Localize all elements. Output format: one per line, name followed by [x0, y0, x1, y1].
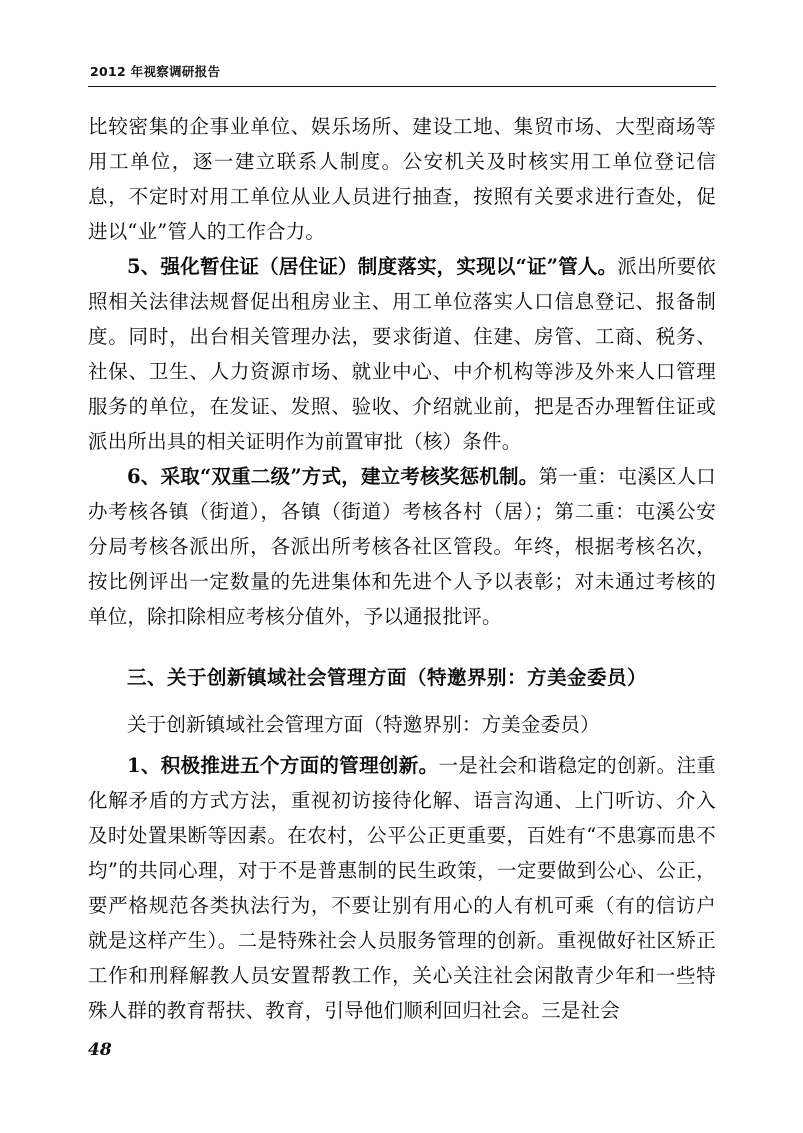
- paragraph-item-1: [88, 748, 716, 1028]
- paragraph-text: 派出所要依照相关法律法规督促出租房业主、用工单位落实人口信息登记、报备制度。同时，出台相关管理办法，要求街道、住建、房管、工商、税务、社保、卫生、人力资源市场、就业中心、中介机构等涉及外来人口管理服务的单位，在发证、发照、验收、介绍就业前，把是否办理暂住证或派出所出具的相关证明作为前置审批（核）条件。: [88, 255, 716, 453]
- paragraph-lead-bold: 5、强化暂住证（居住证）制度落实，实现以“证”管人。: [127, 255, 618, 278]
- paragraph-item-5: [88, 249, 716, 459]
- paragraph-lead-bold: 6、采取“双重二级”方式，建立考核奖惩机制。: [127, 465, 539, 488]
- section-heading: 三、关于创新镇域社会管理方面（特邀界别：方美金委员）: [127, 666, 648, 689]
- page-number: 48: [88, 1040, 112, 1060]
- running-header: 2012 年视察调研报告: [90, 64, 221, 79]
- paragraph-lead-bold: 1、积极推进五个方面的管理创新。: [127, 754, 439, 777]
- body-text: [88, 109, 716, 1028]
- paragraph-text: 第一重：屯溪区人口办考核各镇（街道），各镇（街道）考核各村（居）；第二重：屯溪公安分局考核各派出所，各派出所考核各社区管段。年终，根据考核名次，按比例评出一定数量的先进集体和先进个人予以表彰；对未通过考核的单位，除扣除相应考核分值外，予以通报批评。: [88, 465, 716, 628]
- paragraph-text: 一是社会和谐稳定的创新。注重化解矛盾的方式方法，重视初访接待化解、语言沟通、上门听访、介入及时处置果断等因素。在农村，公平公正更重要，百姓有“不患寡而患不均”的共同心理，对于不是普惠制的民生政策，一定要做到公心、公正，要严格规范各类执法行为，不要让别有用心的人有机可乘（有的信访户就是这样产生）。二是特殊社会人员服务管理的创新。重视做好社区矫正工作和刑释解教人员安置帮教工作，关心关注社会闲散青少年和一些特殊人群的教育帮扶、教育，引导他们顺利回归社会。三是社会: [88, 754, 716, 1022]
- paragraph-item-6: [88, 459, 716, 634]
- paragraph-continuation: [88, 109, 716, 249]
- header-divider: [88, 86, 716, 87]
- paragraph-text: 比较密集的企事业单位、娱乐场所、建设工地、集贸市场、大型商场等用工单位，逐一建立联系人制度。公安机关及时核实用工单位登记信息，不定时对用工单位从业人员进行抽查，按照有关要求进行查处，促进以“业”管人的工作合力。: [88, 115, 716, 243]
- section-subtitle: 关于创新镇域社会管理方面（特邀界别：方美金委员）: [127, 713, 600, 736]
- page-content: [88, 62, 716, 1028]
